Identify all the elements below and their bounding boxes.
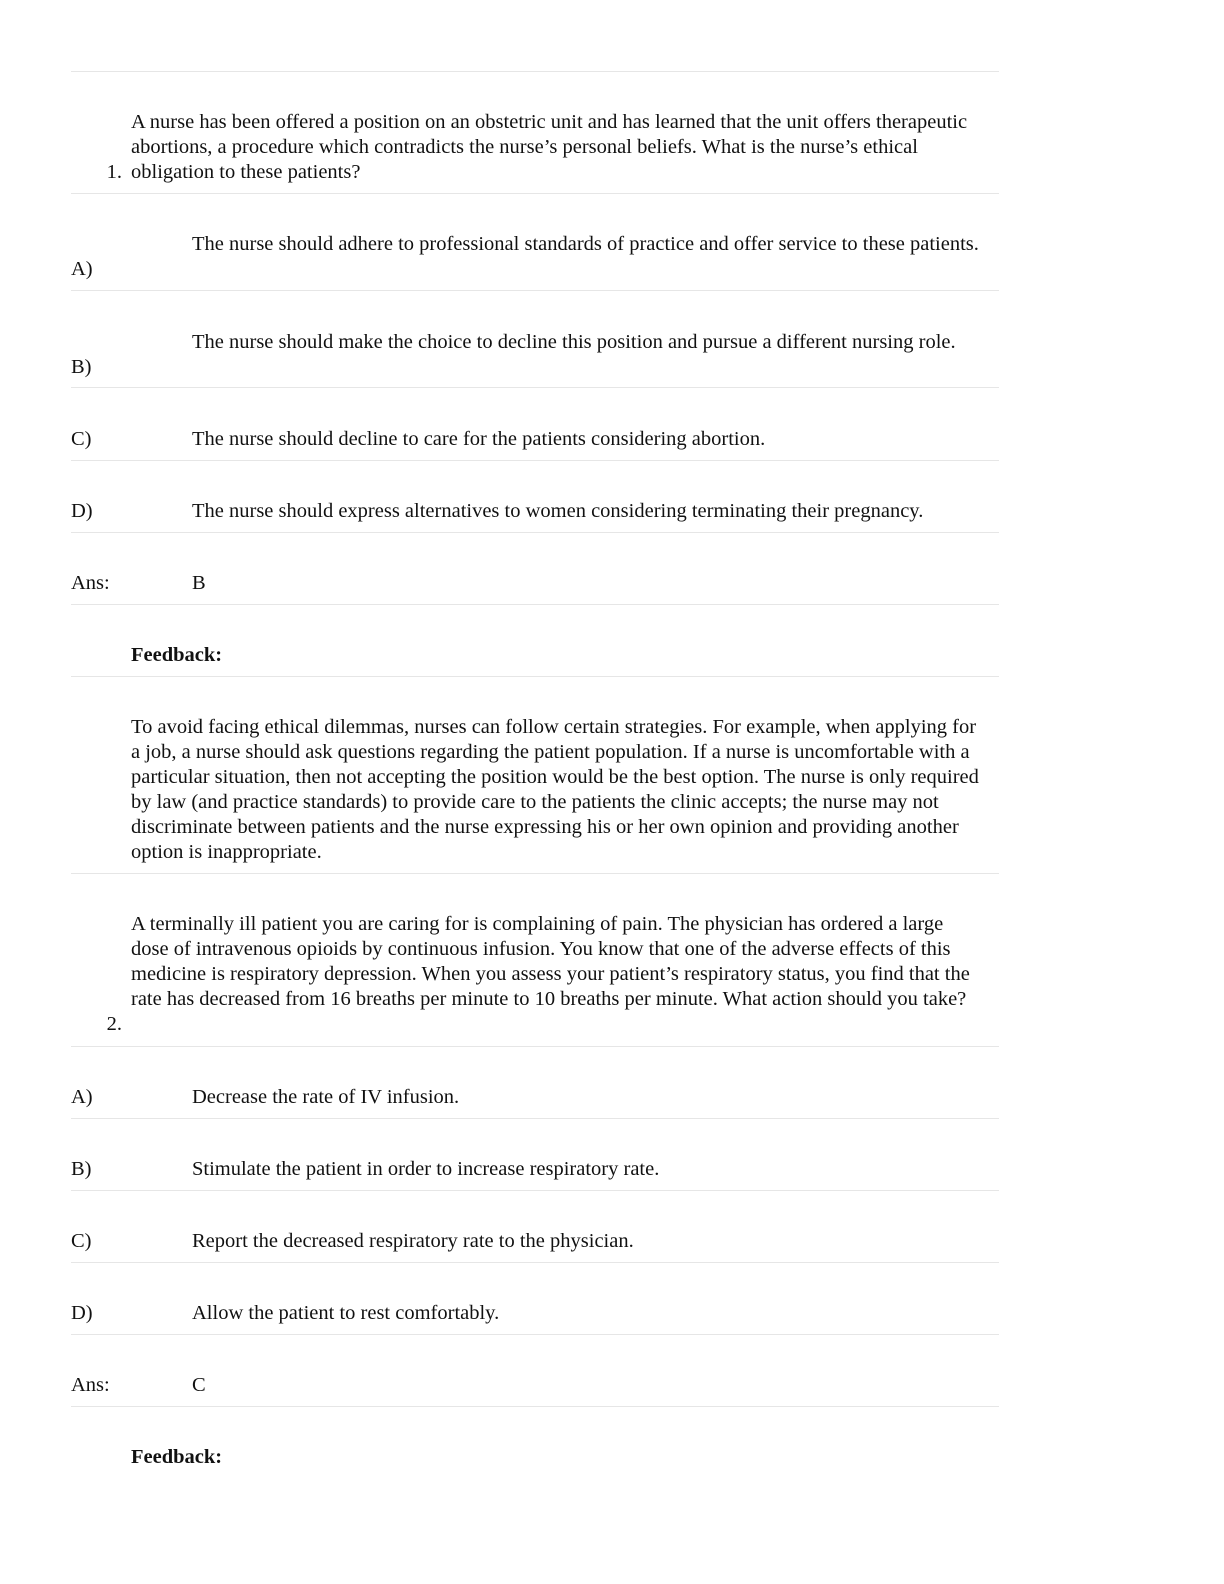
option-letter: A) — [71, 258, 93, 280]
question-stem: A terminally ill patient you are caring for is complaining of pain. The physician has ordered a large dose of intravenous opioids by continuous infusion. You know that one of the adverse effects of this medicine is respiratory depression. When you assess your patient’s respiratory status, you find that the rate has decreased from 16 breaths per minute to 10 breaths per minute. What action should you take? — [131, 913, 970, 1010]
option-text: The nurse should express alternatives to women considering terminating their pregnancy. — [192, 500, 924, 522]
divider — [71, 1118, 999, 1119]
answer-label: Ans: — [71, 1374, 110, 1396]
option-b — [71, 330, 999, 380]
feedback-label: Feedback: — [131, 644, 223, 666]
option-letter: C) — [71, 428, 92, 450]
question-stem: A nurse has been offered a position on an obstetric unit and has learned that the unit offers therapeutic abortions, a procedure which contradicts the nurse’s personal beliefs. What is the nurse’s ethical obligation to these patients? — [131, 111, 968, 183]
option-text: Decrease the rate of IV infusion. — [192, 1086, 460, 1108]
option-c — [71, 427, 999, 452]
feedback-row — [71, 715, 999, 867]
divider — [71, 676, 999, 677]
divider — [71, 1406, 999, 1407]
question-1 — [71, 110, 999, 186]
option-text: Stimulate the patient in order to increase respiratory rate. — [192, 1158, 660, 1180]
feedback-text: To avoid facing ethical dilemmas, nurses can follow certain strategies. For example, when applying for a job, a nurse should ask questions regarding the patient population. If a nurse is uncomfortable with a particular situation, then not accepting the position would be the best option. The nurse is only required by law (and practice standards) to provide care to the patients the clinic accepts; the nurse may not discriminate between patients and the nurse expressing his or her own opinion and providing another option is inappropriate. — [131, 716, 979, 863]
divider — [71, 460, 999, 461]
option-letter: D) — [71, 1302, 93, 1324]
option-d — [71, 499, 999, 524]
option-letter: B) — [71, 1158, 92, 1180]
divider — [71, 193, 999, 194]
divider — [71, 1190, 999, 1191]
divider — [71, 290, 999, 291]
option-letter: C) — [71, 1230, 92, 1252]
divider — [71, 387, 999, 388]
question-number: 1. — [106, 161, 122, 183]
option-c — [71, 1229, 999, 1254]
feedback-heading-row — [71, 643, 999, 668]
option-letter: A) — [71, 1086, 93, 1108]
option-a — [71, 1085, 999, 1110]
option-b — [71, 1157, 999, 1182]
option-text: The nurse should adhere to professional standards of practice and offer service to these patients. — [192, 233, 979, 255]
answer-value: C — [192, 1374, 206, 1396]
question-number: 2. — [106, 1013, 122, 1035]
divider — [71, 1334, 999, 1335]
divider — [71, 532, 999, 533]
option-d — [71, 1301, 999, 1326]
option-a — [71, 232, 999, 282]
answer-value: B — [192, 572, 206, 594]
option-text: Report the decreased respiratory rate to the physician. — [192, 1230, 634, 1252]
divider — [71, 71, 999, 72]
option-text: The nurse should decline to care for the patients considering abortion. — [192, 428, 766, 450]
divider — [71, 604, 999, 605]
answer-label: Ans: — [71, 572, 110, 594]
option-letter: D) — [71, 500, 93, 522]
divider — [71, 1262, 999, 1263]
option-text: The nurse should make the choice to decline this position and pursue a different nursing role. — [192, 331, 956, 353]
question-2 — [71, 912, 999, 1038]
answer-row — [71, 1373, 999, 1398]
option-text: Allow the patient to rest comfortably. — [192, 1302, 500, 1324]
divider — [71, 1046, 999, 1047]
feedback-label: Feedback: — [131, 1446, 223, 1468]
divider — [71, 873, 999, 874]
answer-row — [71, 571, 999, 596]
feedback-heading-row — [71, 1445, 999, 1470]
option-letter: B) — [71, 356, 92, 378]
